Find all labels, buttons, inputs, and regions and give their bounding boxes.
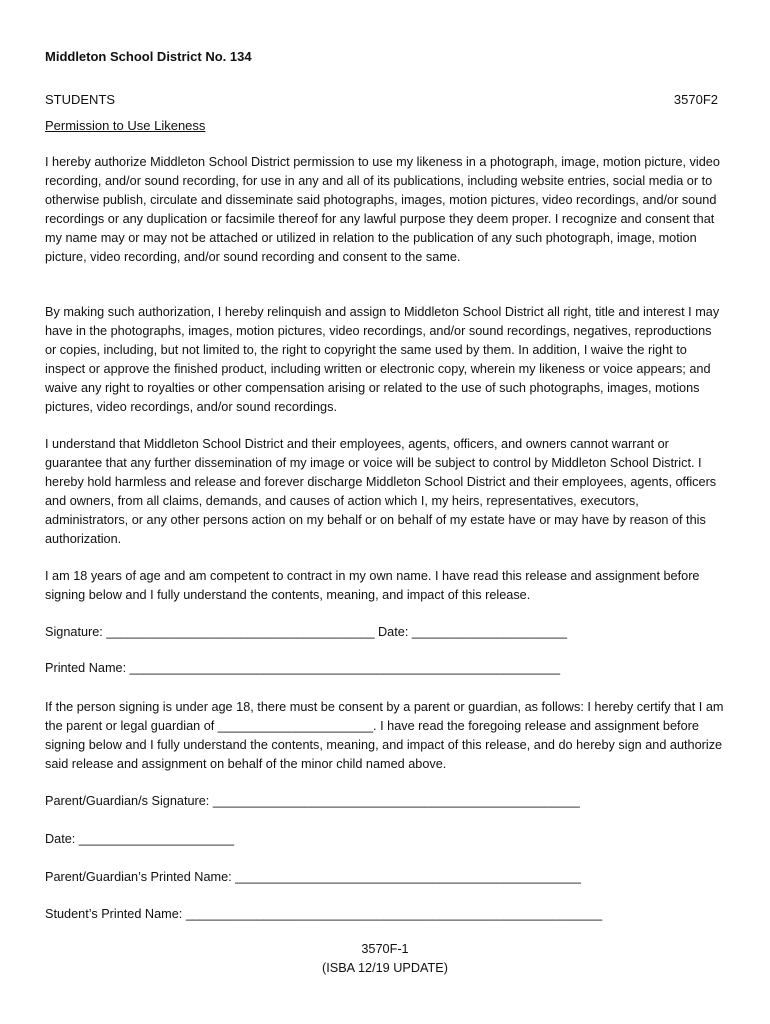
age-statement-paragraph: I am 18 years of age and am competent to contract in my own name. I have read this release and assignment before signing below and I fully understand the contents, meaning, and impact of this release. <box>45 569 700 602</box>
signature-date-field[interactable]: Signature: ______________________________________ Date: ______________________ <box>45 625 568 639</box>
relinquish-paragraph: By making such authorization, I hereby relinquish and assign to Middleton School District all right, title and interest I may have in the photographs, images, motion pictures, video recordings, and/or sound recordings, negatives, reproductions or copies, including, but not limited to, the right to copyright the same used by them. In addition, I waive the right to inspect or approve the finished product, including written or electronic copy, wherein my likeness or voice appears; and waive any right to royalties or other compensation arising or related to the use of such photographs, images, motions pictures, video recordings, and/or sound recordings. <box>45 305 720 414</box>
district-name: Middleton School District No. 134 <box>45 49 252 64</box>
update-note: (ISBA 12/19 UPDATE) <box>322 961 448 975</box>
release-paragraph: I understand that Middleton School District and their employees, agents, officers, and owners cannot warrant or guarantee that any further dissemination of my image or voice will be subject to control by Middleton School District. I hereby hold harmless and release and forever discharge Middleton School District and their employees, agents, officers and owners, from all claims, demands, and causes of action which I, my heirs, representatives, executors, administrators, or any other persons action on my behalf or on behalf of my estate have or may have by reason of this authorization. <box>45 437 717 546</box>
section-label: STUDENTS <box>45 92 116 107</box>
printed-name-field[interactable]: Printed Name: _____________________________________________________________ <box>45 661 561 675</box>
form-number: 3570F-1 <box>361 942 409 956</box>
policy-code: 3570F2 <box>673 92 718 107</box>
student-printed-name-field[interactable]: Student’s Printed Name: ___________________________________________________________ <box>45 907 603 921</box>
form-title: Permission to Use Likeness <box>45 118 206 133</box>
authorization-paragraph: I hereby authorize Middleton School District permission to use my likeness in a photograph, image, motion picture, video recording, and/or sound recording, for use in any and all of its publications, including website entries, social media or to otherwise publish, circulate and disseminate said photographs, images, motion pictures, video recordings, and/or sound recordings or any duplication or facsimile thereof for any lawful purpose they deem proper. I recognize and consent that my name may or may not be attached or utilized in relation to the publication of any such photograph, image, motion picture, video recording, and/or sound recording and consent to the same. <box>45 155 720 264</box>
parent-signature-field[interactable]: Parent/Guardian/s Signature: ____________________________________________________ <box>45 794 580 808</box>
parent-printed-name-field[interactable]: Parent/Guardian’s Printed Name: _________________________________________________ <box>45 870 581 884</box>
date-field[interactable]: Date: ______________________ <box>45 832 235 846</box>
guardian-consent-paragraph: If the person signing is under age 18, there must be consent by a parent or guardian, as follows: I hereby certify that I am the parent or legal guardian of ______________________. I have read the foregoing release and assignment before signing below and I fully understand the contents, meaning, and impact of this release, and do hereby sign and authorize said release and assignment on behalf of the minor child named above. <box>45 700 724 771</box>
